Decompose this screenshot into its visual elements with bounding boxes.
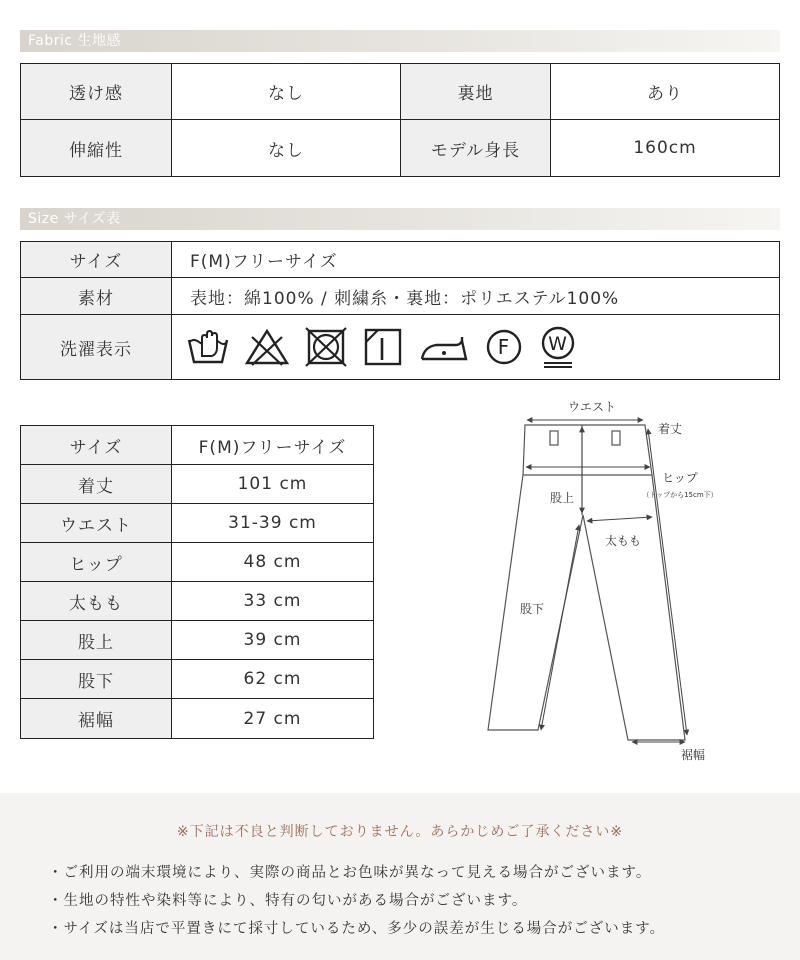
svg-text:F: F bbox=[497, 335, 511, 359]
inseam-arrow bbox=[541, 525, 579, 730]
size-section-header: Size サイズ表 bbox=[20, 208, 780, 230]
material-label: 素材 bbox=[20, 277, 172, 315]
length-label: 着丈 bbox=[657, 422, 683, 436]
no-tumble-dry-icon bbox=[304, 326, 348, 368]
thigh-arrow bbox=[587, 517, 652, 521]
model-height-value: 160cm bbox=[550, 119, 780, 177]
wet-clean-w-icon bbox=[538, 325, 578, 369]
fabric-section-header: Fabric 生地感 bbox=[20, 30, 780, 52]
care-icons-cell bbox=[171, 314, 780, 380]
measure-row-value: 101 cm bbox=[171, 464, 374, 504]
hand-wash-icon bbox=[186, 326, 230, 368]
notice-line: ・ご利用の端末環境により、実際の商品とお色味が異なって見える場合がございます。 bbox=[48, 865, 652, 881]
measure-row-value: 39 cm bbox=[171, 620, 374, 660]
hip-note: （トップから15cm下） bbox=[642, 491, 718, 499]
measure-row-value: 27 cm bbox=[171, 698, 374, 739]
measure-row-value: 48 cm bbox=[171, 542, 374, 582]
measure-header-label: サイズ bbox=[20, 425, 172, 465]
lining-label: 裏地 bbox=[400, 63, 551, 120]
care-label: 洗濯表示 bbox=[20, 314, 172, 380]
svg-text:W: W bbox=[548, 333, 568, 355]
measure-row-value: 62 cm bbox=[171, 659, 374, 699]
iron-low-icon bbox=[418, 329, 470, 365]
drip-dry-shade-icon bbox=[362, 326, 404, 368]
stretch-value: なし bbox=[171, 119, 401, 177]
stretch-label: 伸縮性 bbox=[20, 119, 172, 177]
rise-label: 股上 bbox=[549, 491, 575, 505]
notice-panel bbox=[0, 793, 800, 960]
measure-row-label: 着丈 bbox=[20, 464, 172, 504]
inseam-label: 股下 bbox=[519, 602, 545, 616]
dry-clean-f-icon bbox=[484, 327, 524, 367]
notice-title: ※下記は不良と判断しておりません。あらかじめご了承ください※ bbox=[176, 824, 624, 840]
pants-outline bbox=[488, 425, 685, 740]
waist-label: ウエスト bbox=[567, 400, 617, 414]
measure-row-label: 股下 bbox=[20, 659, 172, 699]
measure-row-label: ヒップ bbox=[20, 542, 172, 582]
notice-line: ・生地の特性や染料等により、特有の匂いがある場合がございます。 bbox=[48, 893, 528, 909]
measure-row-value: 31-39 cm bbox=[171, 503, 374, 543]
hip-label: ヒップ bbox=[662, 471, 698, 485]
pants-diagram bbox=[480, 395, 790, 775]
notice-line: ・サイズは当店で平置きにて採寸しているため、多少の誤差が生じる場合がございます。 bbox=[48, 921, 666, 937]
measure-row-label: 裾幅 bbox=[20, 698, 172, 739]
material-value: 表地：綿100% / 刺繍糸・裏地：ポリエステル100% bbox=[171, 277, 780, 315]
see-through-label: 透け感 bbox=[20, 63, 172, 120]
info-size-label: サイズ bbox=[20, 241, 172, 278]
info-size-value: F(M)フリーサイズ bbox=[171, 241, 780, 278]
measure-row-value: 33 cm bbox=[171, 581, 374, 621]
measure-header-value: F(M)フリーサイズ bbox=[171, 425, 374, 465]
measure-row-label: ウエスト bbox=[20, 503, 172, 543]
model-height-label: モデル身長 bbox=[400, 119, 551, 177]
thigh-label: 太もも bbox=[604, 534, 642, 548]
no-bleach-icon bbox=[244, 327, 290, 367]
lining-value: あり bbox=[550, 63, 780, 120]
measure-row-label: 太もも bbox=[20, 581, 172, 621]
hem-label: 裾幅 bbox=[680, 748, 706, 762]
see-through-value: なし bbox=[171, 63, 401, 120]
measure-row-label: 股上 bbox=[20, 620, 172, 660]
